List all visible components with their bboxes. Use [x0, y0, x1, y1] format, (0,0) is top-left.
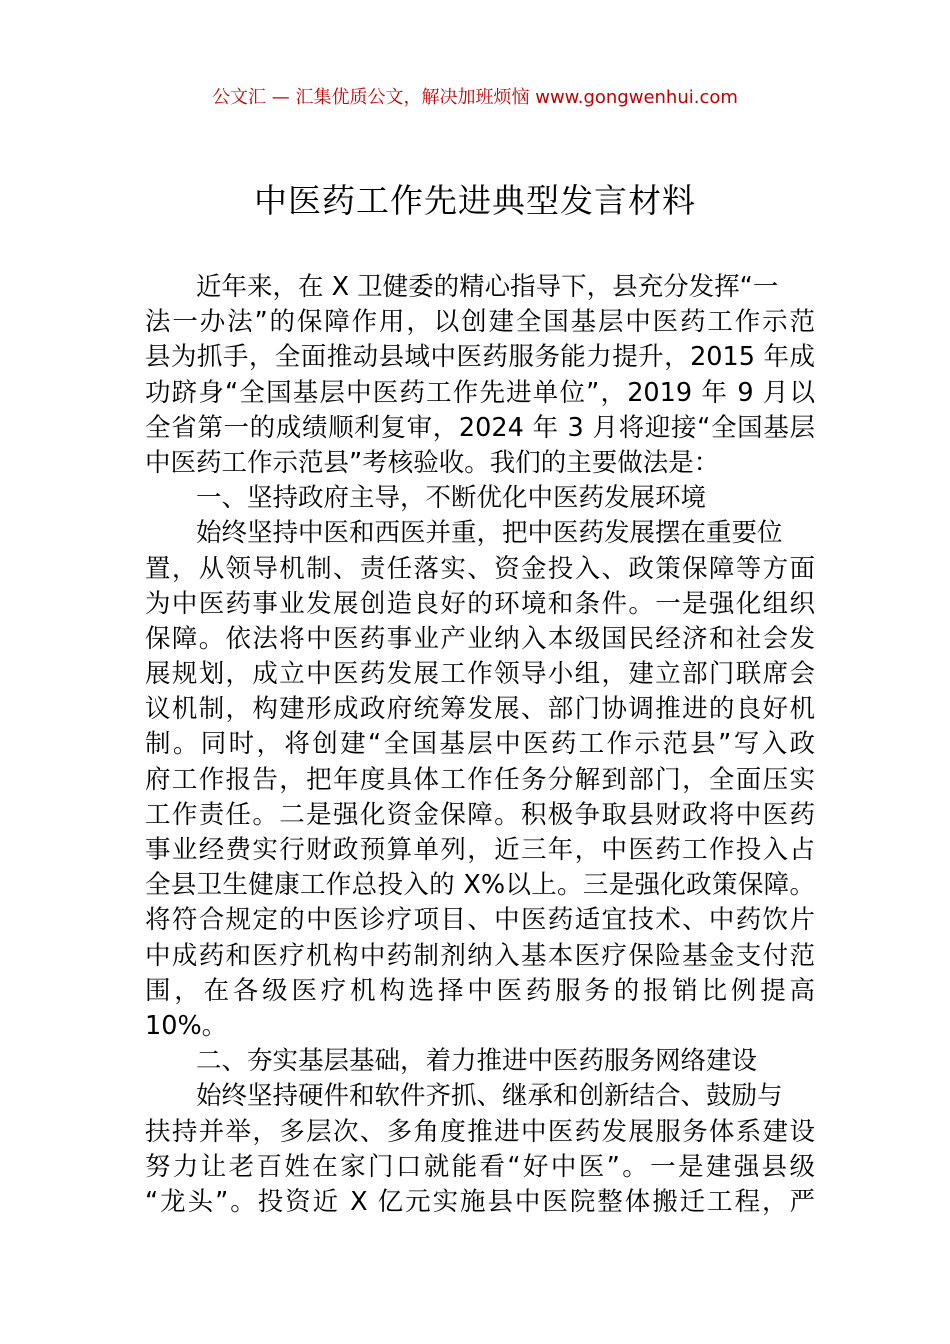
paragraph-line: 法一办法”的保障作用，以创建全国基层中医药工作示范: [145, 307, 815, 338]
paragraph-line: 全省第一的成绩顺利复审，2024 年 3 月将迎接“全国基层: [145, 412, 815, 443]
section-heading: 二、夯实基层基础，着力推进中医药服务网络建设: [196, 1046, 758, 1077]
paragraph-line: 县为抓手，全面推动县域中医药服务能力提升，2015 年成: [145, 342, 815, 373]
paragraph-line: 功跻身“全国基层中医药工作先进单位”，2019 年 9 月以: [145, 377, 815, 408]
paragraph-line: 将符合规定的中医诊疗项目、中医药适宜技术、中药饮片: [145, 905, 815, 936]
paragraph-line: 中医药工作示范县”考核验收。我们的主要做法是：: [145, 447, 720, 478]
paragraph-line: 围，在各级医疗机构选择中医药服务的报销比例提高: [145, 975, 815, 1006]
paragraph-line: 始终坚持硬件和软件齐抓、继承和创新结合、鼓励与: [196, 1081, 783, 1112]
paragraph-line: 制。同时，将创建“全国基层中医药工作示范县”写入政: [145, 729, 815, 760]
paragraph-line: 议机制，构建形成政府统筹发展、部门协调推进的良好机: [145, 694, 815, 725]
paragraph-line: 府工作报告，把年度具体工作任务分解到部门，全面压实: [145, 764, 815, 795]
paragraph-line: 置，从领导机制、责任落实、资金投入、政策保障等方面: [145, 553, 815, 584]
paragraph-line: 近年来，在 X 卫健委的精心指导下，县充分发挥“一: [196, 272, 779, 302]
section-heading: 一、坚持政府主导，不断优化中医药发展环境: [196, 483, 707, 514]
document-title: 中医药工作先进典型发言材料: [254, 181, 696, 220]
paragraph-line: 全县卫生健康工作总投入的 X%以上。三是强化政策保障。: [145, 870, 815, 901]
paragraph-line: 中成药和医疗机构中药制剂纳入基本医疗保险基金支付范: [145, 940, 815, 971]
paragraph-line: 为中医药事业发展创造良好的环境和条件。一是强化组织: [145, 588, 815, 619]
paragraph-line: 事业经费实行财政预算单列，近三年，中医药工作投入占: [145, 835, 815, 865]
paragraph-line: “龙头”。投资近 X 亿元实施县中医院整体搬迁工程，严: [145, 1186, 815, 1217]
paragraph-line: 始终坚持中医和西医并重，把中医药发展摆在重要位: [196, 518, 783, 549]
paragraph-line: 展规划，成立中医药发展工作领导小组，建立部门联席会: [145, 659, 815, 690]
header-banner: 公文汇 — 汇集优质公文，解决加班烦恼 www.gongwenhui.com: [212, 87, 738, 108]
document-body: [145, 270, 815, 1220]
paragraph-line: 扶持并举，多层次、多角度推进中医药发展服务体系建设: [145, 1116, 815, 1147]
paragraph-line: 保障。依法将中医药事业产业纳入本级国民经济和社会发: [145, 623, 815, 654]
paragraph-line: 努力让老百姓在家门口就能看“好中医”。一是建强县级: [145, 1151, 815, 1182]
paragraph-line: 10%。: [145, 1010, 228, 1041]
paragraph-line: 工作责任。二是强化资金保障。积极争取县财政将中医药: [145, 799, 815, 830]
